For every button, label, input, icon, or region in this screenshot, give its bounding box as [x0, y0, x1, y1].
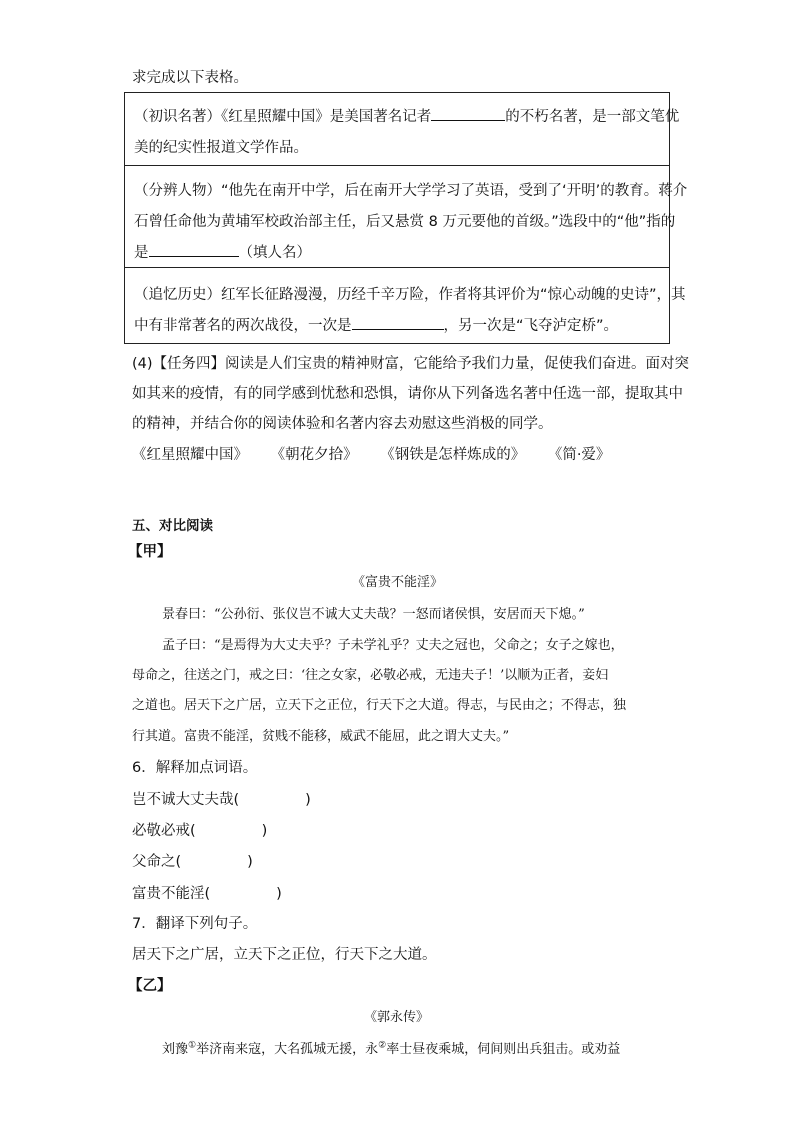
row3-line2: 中有非常著名的两次战役，一次是 ，另一次是“飞夺泸定桥”。: [134, 314, 618, 335]
row2-line2: 石曾任命他为黄埔军校政治部主任，后又悬赏 8 万元要他的首级。”选段中的“他”指的: [134, 214, 676, 230]
q6-item: 父命之( ): [132, 854, 253, 870]
book-option: 《朝花夕拾》: [270, 447, 358, 463]
task4-line1: (4)【任务四】阅读是人们宝贵的精神财富，它能给予我们力量，促使我们奋进。面对突: [132, 356, 690, 372]
jia-paragraph2-line3: 之道也。居天下之广居，立天下之正位，行天下之大道。得志，与民由之；不得志，独: [132, 698, 627, 713]
book-option: 《红星照耀中国》: [132, 447, 248, 463]
footnote-marker: ②: [378, 1040, 387, 1051]
table-divider: [125, 267, 669, 268]
jia-paragraph2-line1: 孟子曰：“是焉得为大丈夫乎？子未学礼乎？丈夫之冠也，父命之；女子之嫁也，: [162, 638, 624, 653]
answer-blank[interactable]: [431, 106, 505, 121]
question7: 7．翻译下列句子。: [132, 916, 258, 932]
q6-item: 必敬必戒( ): [132, 823, 268, 839]
jia-paragraph2-line2: 母命之，往送之门，戒之曰：‘往之女家，必敬必戒，无违夫子！’以顺为正者，妾妇: [132, 668, 609, 683]
yi-title: 《郭永传》: [364, 1010, 430, 1025]
yi-label: 【乙】: [128, 978, 172, 994]
row1-line2: 美的纪实性报道文学作品。: [134, 140, 308, 156]
jia-paragraph2-line4: 行其道。富贵不能淫，贫贱不能移，威武不能屈，此之谓大丈夫。”: [132, 729, 510, 744]
row1-line1: （初识名著）《红星照耀中国》是美国著名记者 的不朽名著，是一部文笔优: [134, 105, 679, 126]
answer-blank[interactable]: [149, 242, 239, 257]
footnote-marker: ①: [188, 1040, 197, 1051]
q7-sentence: 居天下之广居，立天下之正位，行天下之大道。: [132, 947, 437, 963]
q6-item: 富贵不能淫( ): [132, 886, 282, 902]
table-divider: [125, 165, 669, 166]
section5-heading: 五、对比阅读: [132, 518, 213, 534]
row3-line1: （追忆历史）红军长征路漫漫，历经千辛万险，作者将其评价为“惊心动魄的史诗”，其: [134, 287, 686, 303]
task4-line2: 如其来的疫情，有的同学感到忧愁和恐惧，请你从下列备选名著中任选一部，提取其中: [132, 386, 683, 402]
task4-line3: 的精神，并结合你的阅读体验和名著内容去劝慰这些消极的同学。: [132, 416, 553, 432]
jia-paragraph1: 景春曰：“公孙衍、张仪岂不诚大丈夫哉？一怒而诸侯惧，安居而天下熄。”: [162, 607, 585, 622]
answer-blank[interactable]: [352, 315, 444, 330]
book-option: 《钢铁是怎样炼成的》: [380, 447, 526, 463]
book-list: [132, 443, 610, 464]
intro-text: 求完成以下表格。: [132, 70, 248, 86]
jia-label: 【甲】: [128, 544, 172, 560]
book-option: 《简·爱》: [547, 447, 611, 463]
yi-paragraph1: 刘豫①举济南来寇，大名孤城无援，永②率士昼夜乘城，伺间则出兵狙击。或劝益: [162, 1040, 621, 1057]
jia-title: 《富贵不能淫》: [352, 575, 444, 590]
row2-line3: 是 （填人名）: [134, 241, 311, 262]
reading-table: [124, 92, 688, 344]
q6-item: 岂不诚大丈夫哉( ): [132, 792, 311, 808]
row2-line1: （分辨人物）“他先在南开中学，后在南开大学学习了英语，受到了‘开明’的教育。蒋介: [134, 183, 688, 199]
question6: 6．解释加点词语。: [132, 760, 258, 776]
